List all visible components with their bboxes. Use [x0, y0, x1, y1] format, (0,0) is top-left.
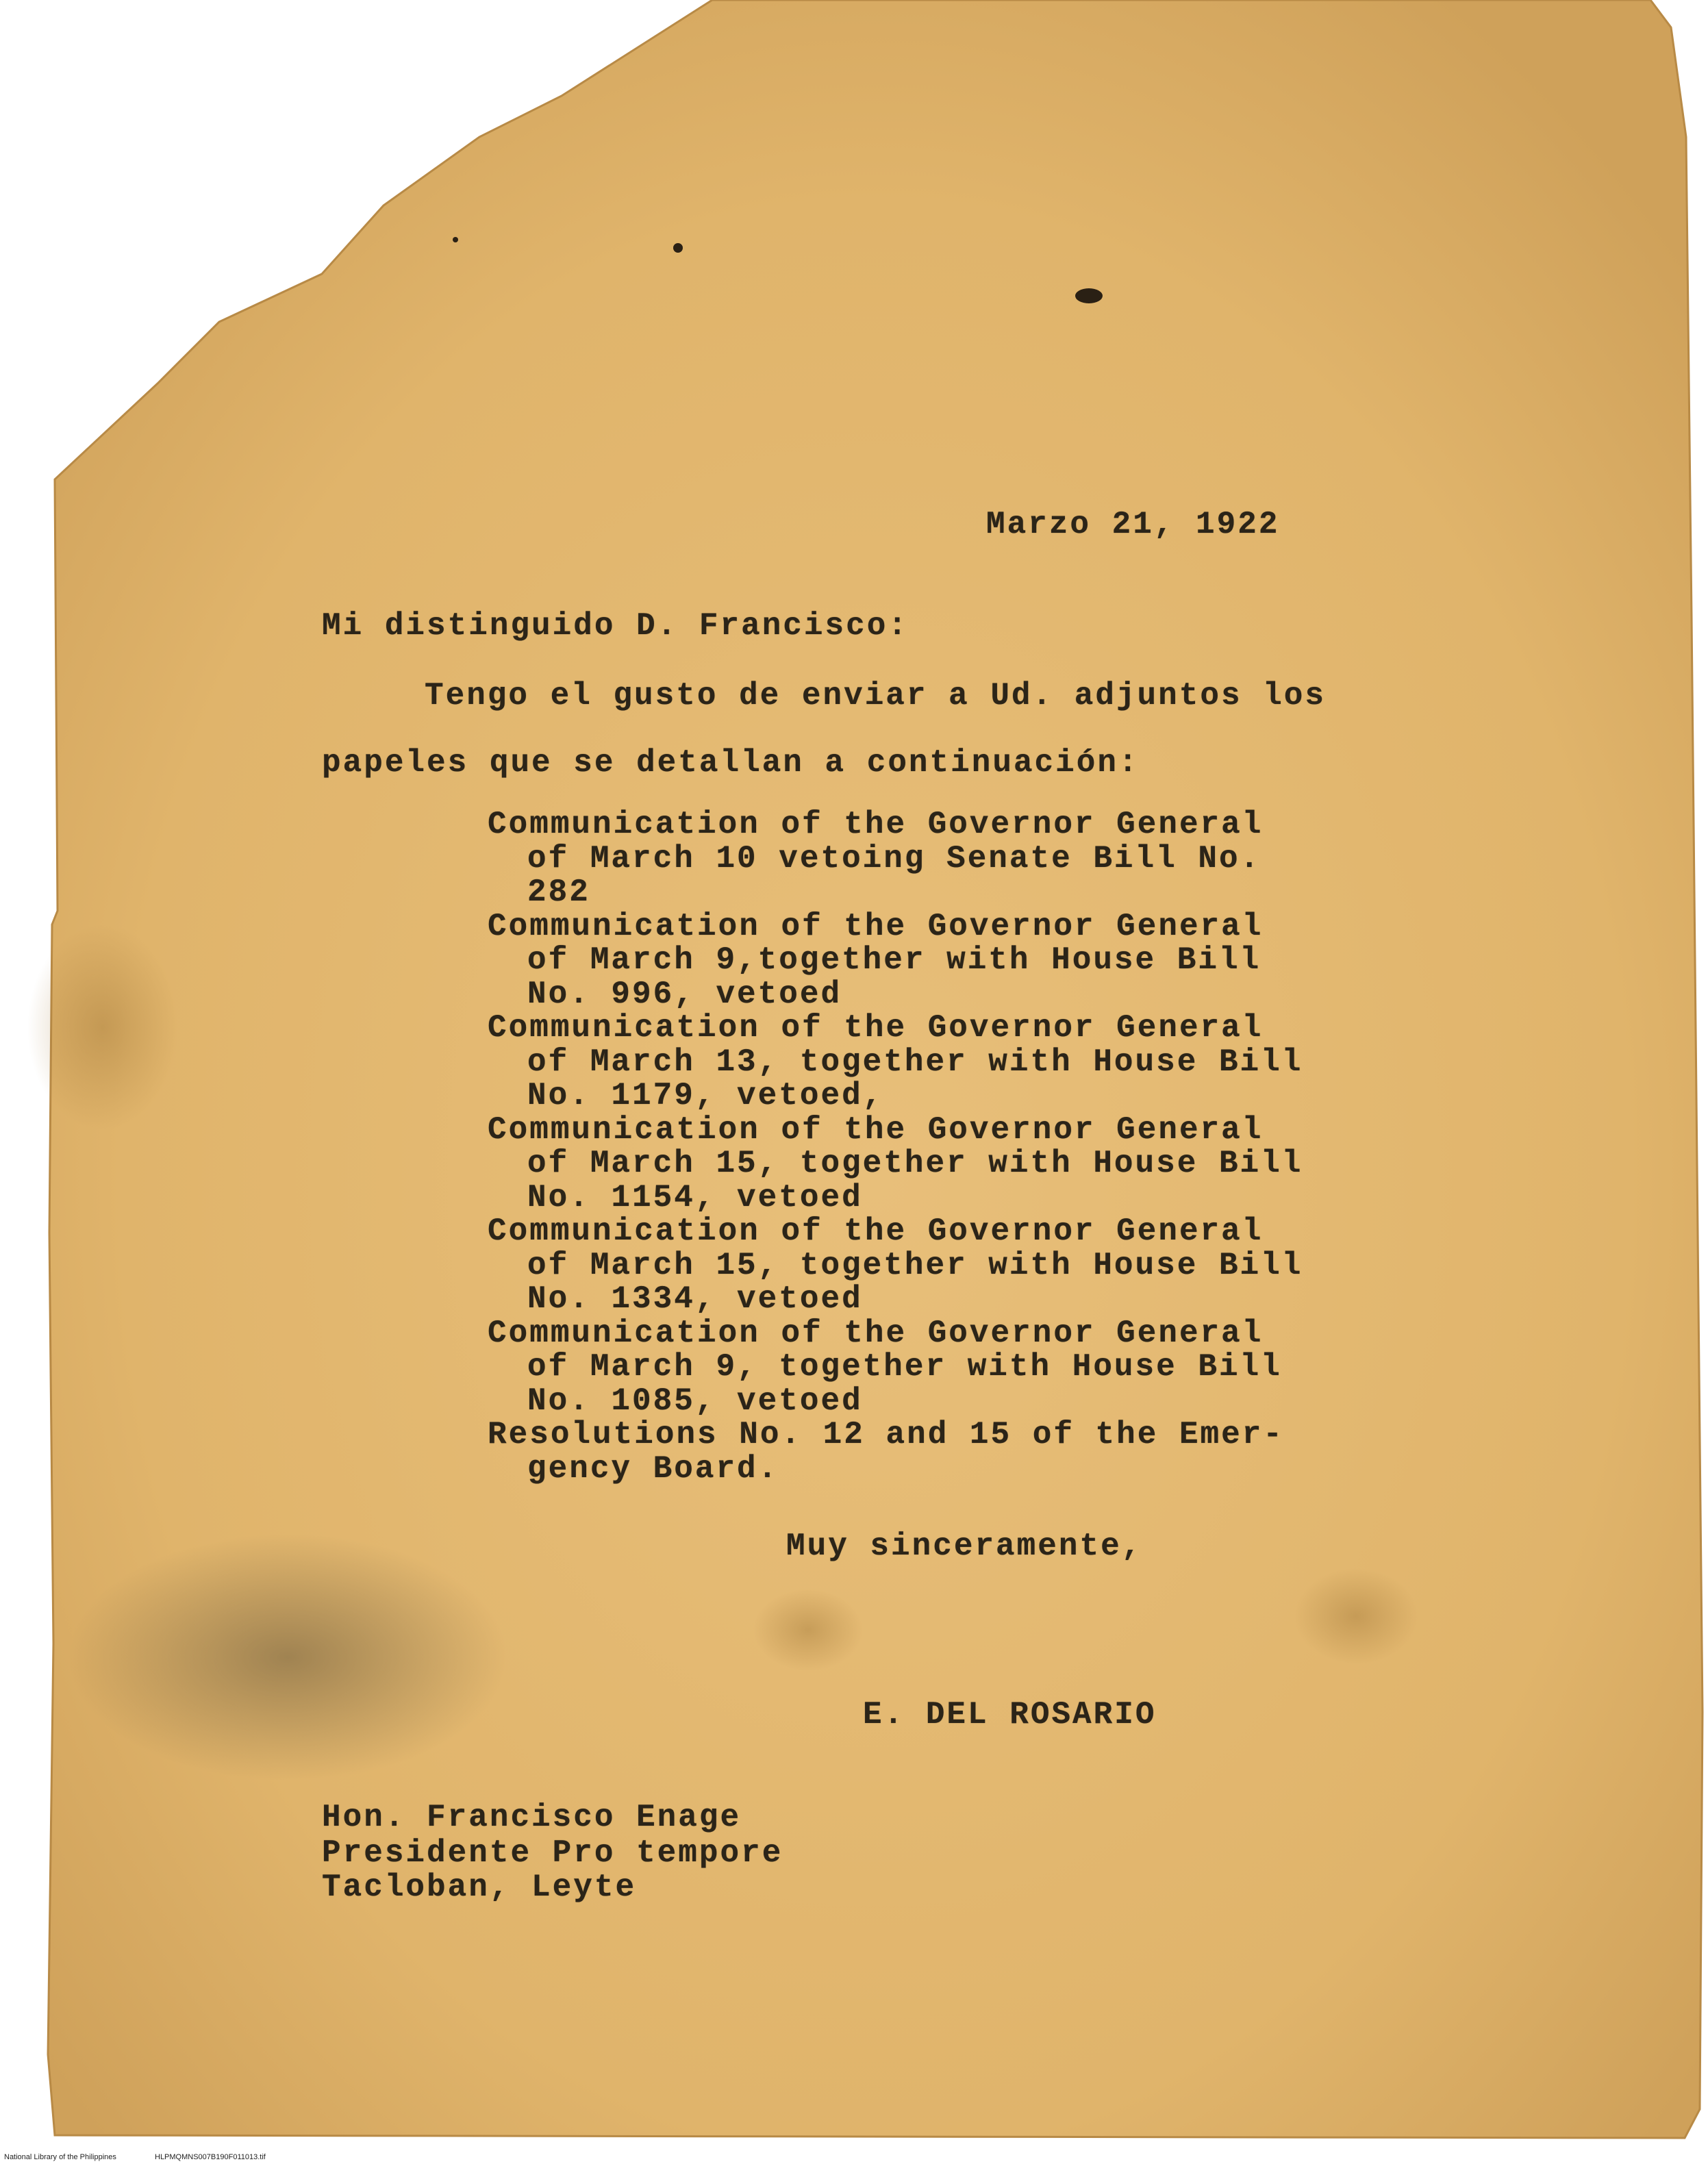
enclosure-line: No. 1334, vetoed	[527, 1281, 863, 1317]
enclosure-line: Communication of the Governor General	[488, 908, 1264, 944]
enclosure-line: Communication of the Governor General	[488, 1315, 1264, 1351]
enclosure-line: of March 9,together with House Bill	[527, 942, 1261, 978]
letter-date: Marzo 21, 1922	[986, 507, 1280, 542]
enclosure-line: Communication of the Governor General	[488, 807, 1264, 842]
enclosure-line: Communication of the Governor General	[488, 1111, 1264, 1148]
file-name: HLPMQMNS007B190F011013.tif	[155, 2153, 266, 2161]
enclosure-item	[488, 1111, 1303, 1216]
enclosure-line: Communication of the Governor General	[488, 1010, 1264, 1046]
enclosure-line: 282	[527, 875, 590, 910]
enclosure-line: gency Board.	[527, 1450, 779, 1487]
enclosure-line: of March 9, together with House Bill	[527, 1349, 1282, 1385]
enclosure-item	[488, 1317, 1303, 1419]
body-line-1: Tengo el gusto de enviar a Ud. adjuntos los	[425, 678, 1326, 714]
enclosure-line: No. 996, vetoed	[527, 976, 842, 1012]
enclosure-list	[488, 808, 1303, 1486]
body-line-2: papeles que se detallan a continuación:	[322, 745, 1140, 781]
enclosure-item	[488, 808, 1303, 910]
enclosure-line: No. 1179, vetoed,	[527, 1078, 884, 1114]
enclosure-line: No. 1154, vetoed	[527, 1179, 863, 1216]
signature: E. DEL ROSARIO	[863, 1697, 1157, 1733]
archive-name: National Library of the Philippines	[4, 2153, 116, 2161]
enclosure-line: of March 15, together with House Bill	[527, 1247, 1303, 1283]
enclosure-line: Resolutions No. 12 and 15 of the Emer-	[488, 1417, 1284, 1452]
closing: Muy sinceramente,	[786, 1528, 1143, 1564]
enclosure-line: No. 1085, vetoed	[527, 1383, 863, 1419]
enclosure-item	[488, 1215, 1303, 1317]
enclosure-item	[488, 1418, 1303, 1486]
enclosure-line: of March 10 vetoing Senate Bill No.	[527, 840, 1261, 877]
scan-footer	[0, 2150, 1708, 2164]
enclosure-line: of March 15, together with House Bill	[527, 1146, 1303, 1181]
enclosure-item	[488, 1011, 1303, 1114]
addressee-city: Tacloban, Leyte	[322, 1870, 637, 1905]
addressee-name: Hon. Francisco Enage	[322, 1800, 742, 1835]
enclosure-line: of March 13, together with House Bill	[527, 1044, 1303, 1080]
enclosure-line: Communication of the Governor General	[488, 1213, 1264, 1249]
salutation: Mi distinguido D. Francisco:	[322, 608, 909, 644]
addressee-title: Presidente Pro tempore	[322, 1835, 783, 1871]
enclosure-item	[488, 910, 1303, 1012]
